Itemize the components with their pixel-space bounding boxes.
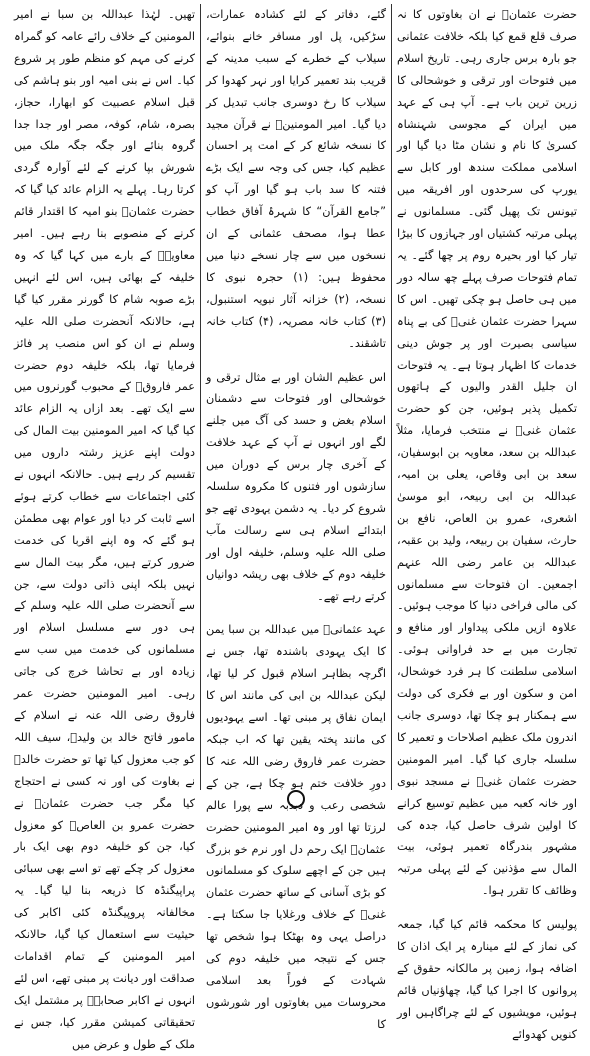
column-middle [200,4,391,1031]
paragraph: اس عظیم الشان اور بے مثال ترقی و خوشحالی اور فتوحات سے دشمنان اسلام بغض و حسد کی آگ میں جلنے لگے اور انہوں نے آپ کے عہد خلافت کے آخری چار برس کے دوران میں سازشوں اور فتنوں کا مکروہ سلسلہ شروع کر دیا۔ یہ دشمن یہودی تھے جو ابتدائے اسلام ہی سے رسالت مآب صلی اللہ علیہ وسلم، خلیفہ اول اور خلیفہ دوم کے خلاف بھی ریشہ دوانیاں کرتے رہے تھے۔ [206,370,386,603]
paragraph: حضرت عثمانؓ نے ان بغاوتوں کا نہ صرف قلع قمع کیا بلکہ خلافت عثمانی جو بارہ برس جاری رہی۔ تاریخ اسلام میں فتوحات اور ترقی و خوشحالی کا زرین ترین باب ہے۔ آپ ہی کے عہد میں ایران کے مجوسی شہنشاہ کسریٰ کا نام و نشان مٹا دیا گیا اور اسلامی مملکت سندھ اور کابل سے یورپ کی سرحدوں اور افریقہ میں تیونس تک پھیل گئی۔ مسلمانوں نے پہلی مرتبہ کشتیاں اور جہازوں کا بیڑا تیار کیا اور بحیرہ روم پر چھا گئے۔ یہ تمام فتوحات صرف پہلے چھ سالہ دور میں ہی حاصل ہو چکی تھیں۔ اس کا سہرا حضرت عثمان غنیؓ کی بے پناہ سیاسی بصیرت اور پر جوش دینی خدمات کا اظہار ہوتا ہے۔ یہ فتوحات ان جلیل القدر والیوں کے ہاتھوں تکمیل پذیر ہوئیں، جن کو حضرت عثمان غنیؓ نے منتخب فرمایا، مثلاً عبداللہ بن سعد، معاویہ بن ابوسفیان، سعد بن ابی وقاص، یعلی بن امیہ، عبداللہ بن ابی ربیعہ، ابو موسیٰ اشعری، عمرو بن العاص، نافع بن حارث، سفیان بن ربیعہ، ولید بن عقبہ، عبداللہ بن عامر رضی اللہ عنہم اجمعین۔ ان فتوحات سے مسلمانوں کی مالی فراخی دنیا کا موجب ہوئیں۔ علاوہ ازیں ملکی پیداوار اور منافع و تجارت میں بے حد فراوانی ہوئی۔ اسلامی سلطنت کا ہر فرد خوشحال، امن و سکون اور بے فکری کی دولت سے ہمکنار ہو چکا تھا، دوسری جانب اندرون ملک عظیم اصلاحات و تعمیر کا سلسلہ جاری کیا گیا۔ امیر المومنین حضرت عثمان غنیؓ نے مسجد نبوی اور خانہ کعبہ میں عظیم توسیع کرانے کا اولین شرف حاصل کیا، جدہ کی مشہور بندرگاہ تعمیر ہوئی، بیت المال سے مؤذنین کے لئے پہلی مرتبہ وظائف کا تقرر ہوا۔ [397,8,577,898]
paragraph: عہد عثمانیؓ میں عبداللہ بن سبا یمن کا ایک یہودی باشندہ تھا، جس نے اگرچہ بظاہر اسلام قبول کر لیا تھا، لیکن عبداللہ بن ابی کی مانند اس کا ایمان نفاق پر مبنی تھا۔ اسے یہودیوں کی مانند پختہ یقین تھا کہ اب جبکہ حضرت عمر فاروق رضی اللہ عنہ کا دورِ خلافت ختم ہو چکا ہے، جن کے شخصی رعب و دبدبہ سے پورا عالم لرزتا تھا اور وہ امیر المومنین حضرت عثمانؓ ایک رحم دل اور نرم خو بزرگ ہیں جن کے اچھے سلوک کو مسلمانوں کو بڑی آسانی کے ساتھ حضرت عثمان غنیؓ کے خلاف ورغلایا جا سکتا ہے۔ دراصل یہی وہ بھٹکا ہوا شخص تھا جس کے نتیجہ میں خلیفہ دوم کی شہادت کے فوراً بعد اسلامی محروسات میں بغاوتوں اور شورشوں کا [206,623,386,1031]
paragraph: گئے، دفاتر کے لئے کشادہ عمارات، سڑکیں، پل اور مسافر خانے بنوائے، سیلاب کے خطرے کے سبب مدینہ کے قریب بند تعمیر کرایا اور نہر کھدوا کر سیلاب کا رخ دوسری جانب تبدیل کر دیا گیا۔ امیر المومنینؓ نے قرآن مجید کا نسخہ شائع کر کے امت پر احسان عظیم کیا، جس کی وجہ سے ایک بڑے فتنہ کا سد باب ہو گیا اور آپ کو ”جامع القرآن“ کا شہرۂ آفاق خطاب عطا ہوا، مصحف عثمانی کے ان نسخوں میں سے چار نسخے دنیا میں محفوظ ہیں: (۱) حجرہ نبوی کا نسخہ، (۲) خزانہ آثار نبویہ استنبول، (۳) کتاب خانہ مصریہ، (۴) کتاب خانہ تاشقند۔ [206,8,386,350]
page-number-circle [287,790,305,808]
page [8,4,582,1051]
column-right [391,4,582,1041]
paragraph: پولیس کا محکمہ قائم کیا گیا، جمعہ کی نماز کے لئے مینارہ پر ایک اذان کا اضافہ ہوا، زمین پر مالکانہ حقوق کے پروانوں کا اجرا کیا گیا، چھاؤنیاں قائم ہوئیں، مویشیوں کے لئے چراگاہیں اور کنویں کھدوائے [397,918,577,1041]
column-left [9,4,200,1051]
paragraph: تھیں۔ لہٰذا عبداللہ بن سبا نے امیر المومنین کے خلاف رائے عامہ کو گمراہ کرنے کی مہم کو منظم طور پر شروع کیا۔ اس نے بنی امیہ اور بنو ہاشم کی قبل اسلام عصبیت کو ابھارا، حجاز، بصرہ، شام، کوفہ، مصر اور جدا جدا گروہ بنائے اور جگہ جگہ ملک میں شورش بپا کرنے کے لئے آوارہ گردی کرتا رہا۔ پہلے یہ الزام عائد کیا گیا کہ حضرت عثمانؓ بنو امیہ کا اقتدار قائم کرنے کے منصوبے بنا رہے ہیں۔ امیر معاویہؓ کے بارے میں کہا گیا کہ وہ خلیفہ کے بھائی ہیں، اس لئے انہیں بڑے صوبہ شام کا گورنر مقرر کیا گیا ہے، حالانکہ آنحضرت صلی اللہ علیہ وسلم نے ان کو اس منصب پر فائز فرمایا تھا، بلکہ خلیفہ دوم حضرت عمر فاروقؓ کے محبوب گورنروں میں سے ایک تھے۔ بعد ازاں یہ الزام عائد کیا گیا کہ امیر المومنین بیت المال کی دولت اپنے عزیز رشتہ داروں میں تقسیم کر رہے ہیں۔ حالانکہ انہوں نے کئی اجتماعات سے خطاب کرتے ہوئے اسے ثابت کر دیا اور عوام بھی مطمئن ہو گئے کہ وہ اپنے اقربا کی خدمت ضرور کرتے ہیں، مگر بیت المال سے نہیں بلکہ اپنی ذاتی دولت سے، جن سے آنحضرت صلی اللہ علیہ وسلم کے ہی دور سے مسلسل اسلام اور مسلمانوں کی خدمت میں سب سے زیادہ اور بے تحاشا خرچ کی جاتی رہی۔ امیر المومنین حضرت عمر فاروق رضی اللہ عنہ نے اسلام کے مامور فاتح خالد بن ولیدؓ، سیف اللہ کو جب معزول کیا تھا تو حضرت خالدؓ نے بغاوت کی اور نہ کسی نے احتجاج کیا مگر جب حضرت عثمانؓ نے حضرت عمرو بن العاصؓ کو معزول کیا، جن کو خلیفہ دوم بھی ایک بار معزول کر چکے تھے تو اسے بھی سبائی پراپیگنڈہ کا ذریعہ بنا لیا گیا۔ یہ مخالفانہ پروپیگنڈہ کئی اکابر کی حیثیت سے استعمال کیا گیا، حالانکہ امیر المومنین کے تمام اقدامات صداقت اور دیانت پر مبنی تھے، اس لئے انہوں نے اکابر صحابہؓ پر مشتمل ایک تحقیقاتی کمیشن مقرر کیا، جس نے ملک کے طول و عرض میں [14,8,195,1051]
